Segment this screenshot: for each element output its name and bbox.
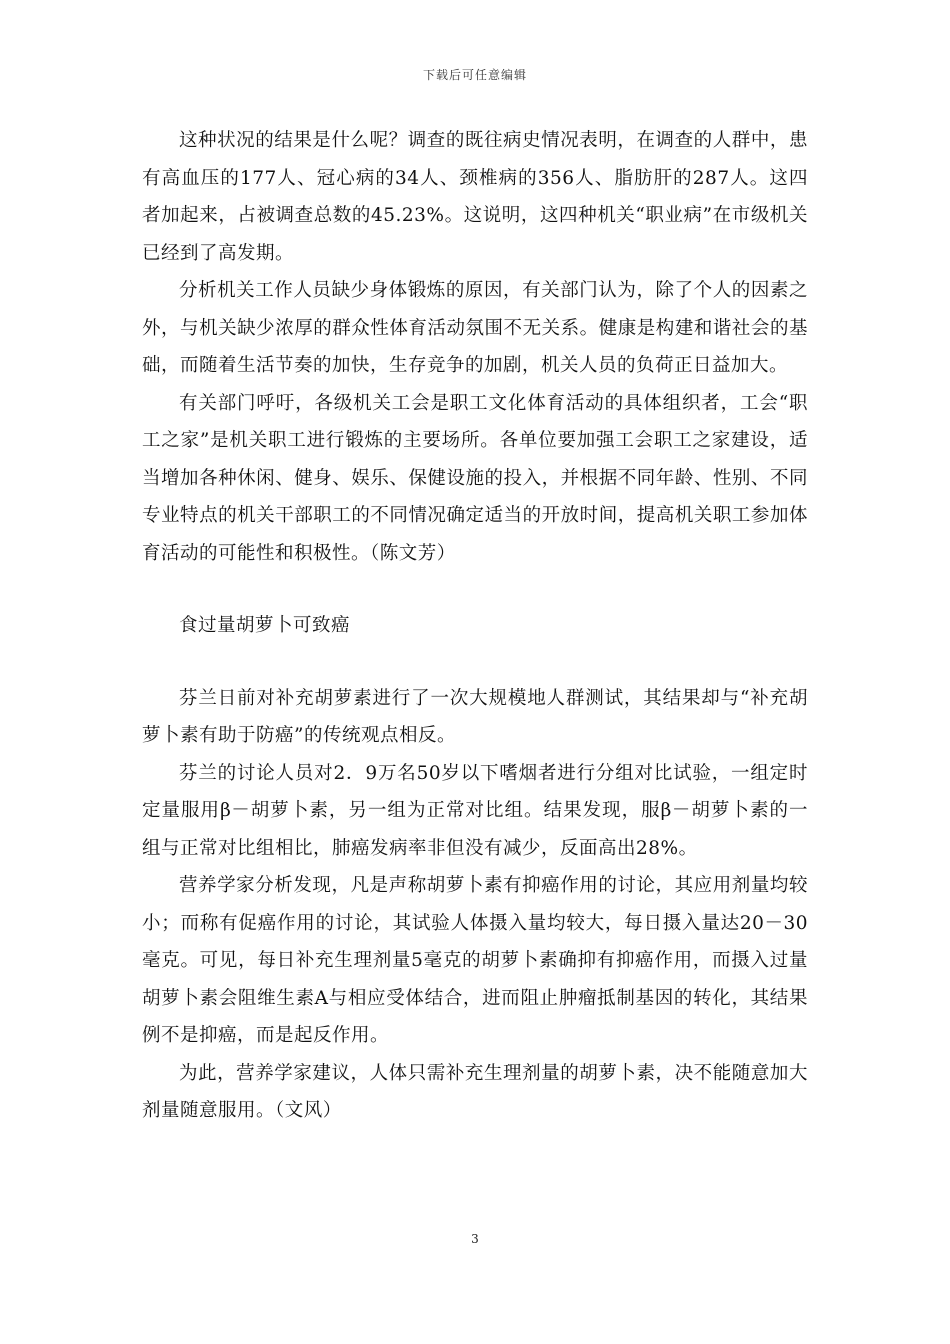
spacer [142, 645, 808, 680]
paragraph: 芬兰的讨论人员对2．9万名50岁以下嗜烟者进行分组对比试验，一组定时定量服用β－胡萝卜素，另一组为正常对比组。结果发现，服β－胡萝卜素的一组与正常对比组相比，肺癌发病率非但没有减少，反面高出28%。 [142, 762, 808, 859]
paragraph: 为此，营养学家建议，人体只需补充生理剂量的胡萝卜素，决不能随意加大剂量随意服用。（文风） [142, 1062, 808, 1121]
paragraph: 芬兰日前对补充胡萝素进行了一次大规模地人群测试，其结果却与“补充胡萝卜素有助于防癌”的传统观点相反。 [142, 687, 808, 746]
paragraph: 营养学家分析发现，凡是声称胡萝卜素有抑癌作用的讨论，其应用剂量均较小；而称有促癌作用的讨论，其试验人体摄入量均较大，每日摄入量达20－30毫克。可见，每日补充生理剂量5毫克的胡萝卜素确抑有抑癌作用，而摄入过量胡萝卜素会阻维生素A与相应受体结合，进而阻止肿瘤抵制基因的转化，其结果例不是抑癌，而是起反作用。 [142, 875, 808, 1046]
paragraph: 分析机关工作人员缺少身体锻炼的原因，有关部门认为，除了个人的因素之外，与机关缺少浓厚的群众性体育活动氛围不无关系。健康是构建和谐社会的基础，而随着生活节奏的加快，生存竞争的加剧，机关人员的负荷正日益加大。 [142, 280, 808, 376]
spacer [142, 572, 808, 607]
article-title: 食过量胡萝卜可致癌 [179, 615, 351, 636]
paragraph: 有关部门呼吁，各级机关工会是职工文化体育活动的具体组织者，工会“职工之家”是机关职工进行锻炼的主要场所。各单位要加强工会职工之家建设，适当增加各种休闲、健身、娱乐、保健设施的投入，并根据不同年龄、性别、不同专业特点的机关干部职工的不同情况确定适当的开放时间，提高机关职工参加体育活动的可能性和积极性。（陈文芳） [142, 392, 808, 564]
page-number: 3 [471, 1232, 479, 1246]
page-header: 下载后可任意编辑 [422, 68, 527, 82]
paragraph: 这种状况的结果是什么呢？调查的既往病史情况表明，在调查的人群中，患有高血压的177人、冠心病的34人、颈椎病的356人、脂肪肝的287人。这四者加起来，占被调查总数的45.23%。这说明，这四种机关“职业病”在市级机关已经到了高发期。 [142, 130, 808, 264]
document-body [142, 122, 808, 1130]
